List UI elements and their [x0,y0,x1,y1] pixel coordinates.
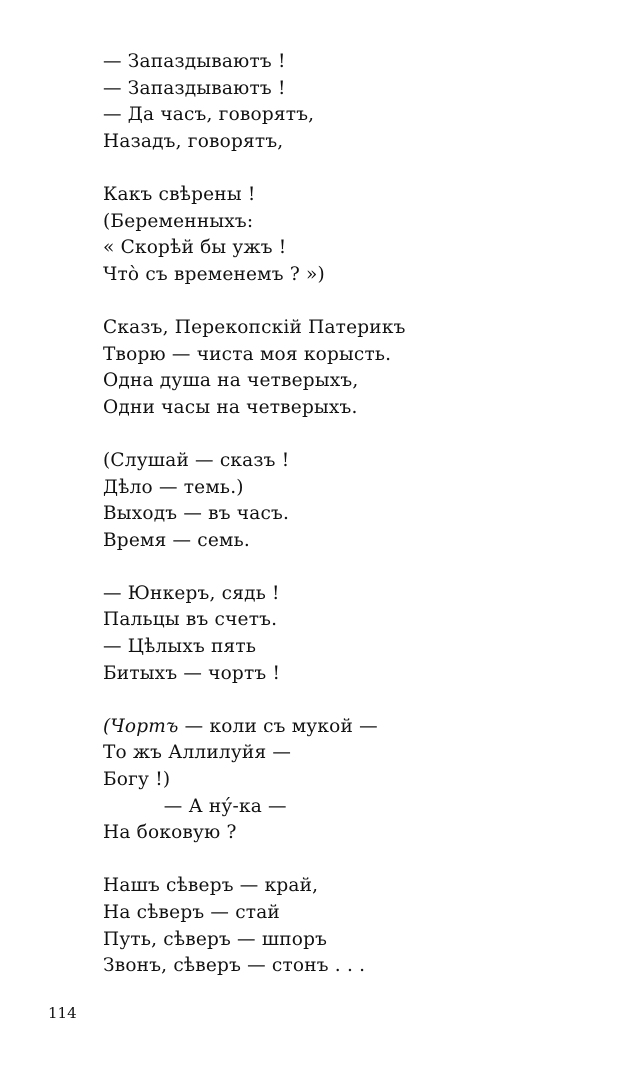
page-number: 114 [48,1004,77,1022]
poem-line: Путь, сѣверъ — шпоръ [103,928,328,950]
poem-line: Назадъ, говорятъ, [103,130,284,152]
poem-line: На сѣверъ — стай [103,902,280,923]
stanza [103,49,603,155]
line-rest: — коли съ мукой — [178,715,378,737]
poem-line: — Да часъ, говорятъ, [103,104,315,126]
poem-line: Дѣло — темь.) [103,476,244,498]
poem-line: — Запаздываютъ ! [103,51,286,72]
poem-line: То жъ Аллилуйя — [103,742,292,764]
poem-line: Одни часы на четверыхъ. [103,396,358,418]
poem-line: Сказъ, Перекопскій Патерикъ [103,316,406,338]
poem-line: Звонъ, сѣверъ — стонъ . . . [103,955,366,977]
poem-line: Богу !) [103,769,171,791]
poem-line: Творю — чиста моя корысть. [103,343,392,365]
poem-text [103,49,603,1006]
poem-line: — А ну́-ка — [103,795,287,817]
stanza [103,581,603,687]
poem-line: Что̀ съ временемъ ? ») [103,263,325,285]
italic-word: (Чортъ [103,715,179,737]
poem-line: (Беременныхъ: [103,210,254,232]
poem-line: — Запаздываютъ ! [103,77,286,99]
poem-line: « Скорѣй бы ужъ ! [103,237,287,259]
stanza [103,873,603,979]
poem-line: Одна душа на четверыхъ, [103,370,359,392]
poem-line: — Цѣлыхъ пять [103,636,257,658]
stanza [103,714,603,847]
poem-line: Выходъ — въ часъ. [103,503,290,525]
poem-line: Время — семь. [103,529,250,551]
stanza [103,315,603,421]
poem-line: Нашъ сѣверъ — край, [103,875,319,897]
poem-line: (Слушай — сказъ ! [103,449,290,471]
poem-line: Какъ свѣрены ! [103,183,256,205]
poem-line: На боковую ? [103,822,237,844]
stanza [103,448,603,554]
poem-line: — Юнкеръ, сядь ! [103,582,280,604]
poem-line: Пальцы въ счетъ. [103,609,278,631]
poem-line: Битыхъ — чортъ ! [103,662,281,684]
stanza [103,182,603,288]
poem-line [103,714,603,741]
